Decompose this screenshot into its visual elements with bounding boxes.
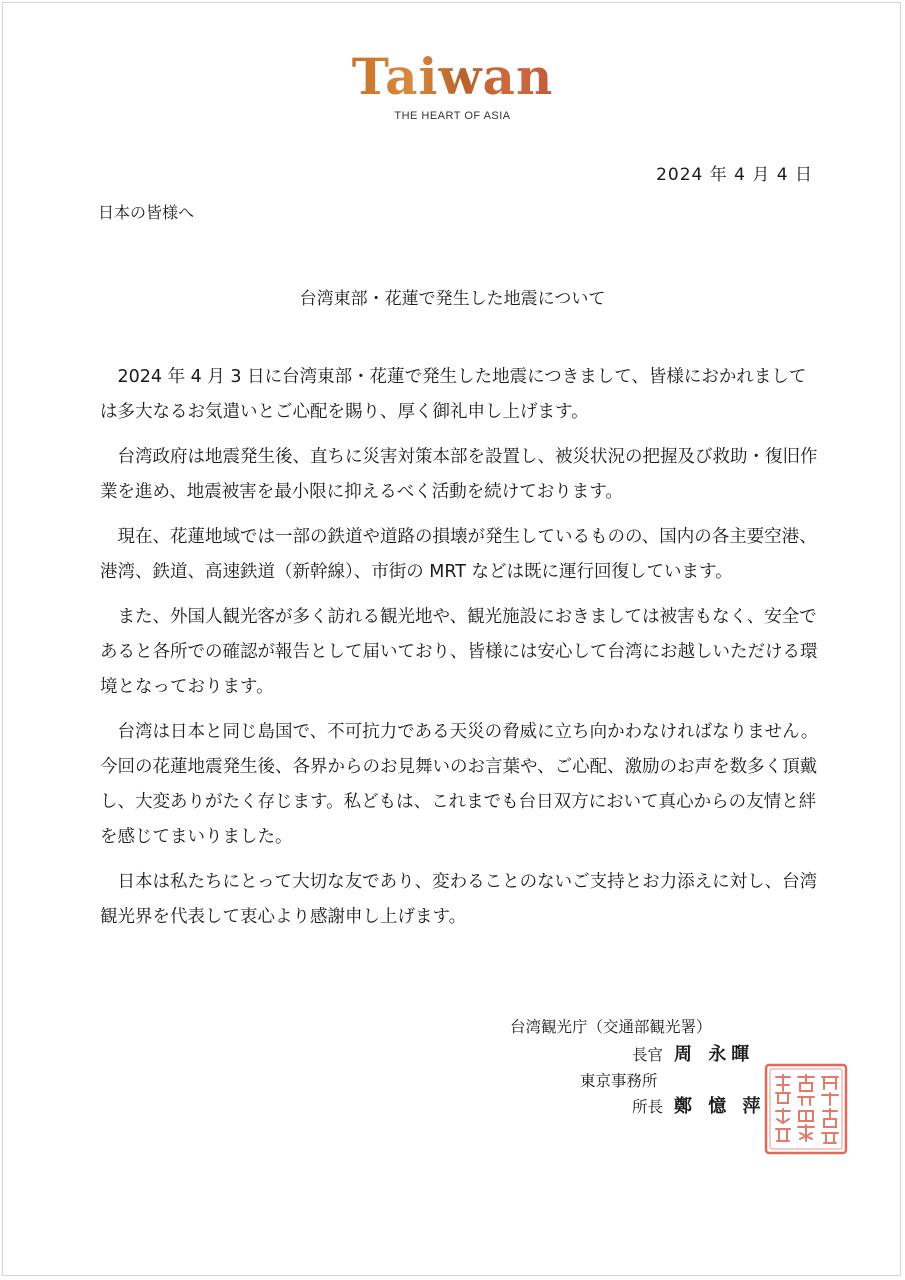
paragraph-6: 日本は私たちにとって大切な友であり、変わることのないご支持とお力添えに対し、台湾観光界を代表して衷心より感謝申し上げます。 <box>100 872 818 927</box>
signature-office: 東京事務所 <box>580 1072 658 1090</box>
official-seal-stamp <box>764 1063 848 1155</box>
addressee: 日本の皆様へ <box>98 203 195 222</box>
paragraph-1: 2024 年 4 月 3 日に台湾東部・花蓮で発生した地震につきまして、皆様におかれましては多大なるお気遣いとご心配を賜り、厚く御礼申し上げます。 <box>100 367 807 422</box>
logo-wordmark: Taiwan <box>351 47 554 106</box>
director-name: 周 永暉 <box>673 1044 755 1065</box>
letter-title: 台湾東部・花蓮で発生した地震について <box>299 289 606 309</box>
chief-title: 所長 <box>632 1098 664 1116</box>
taiwan-logo <box>0 48 905 122</box>
paragraph-3: 現在、花蓮地域では一部の鉄道や道路の損壊が発生しているものの、国内の各主要空港、港湾、鉄道、高速鉄道（新幹線）、市街の MRT などは既に運行回復しています。 <box>100 527 817 582</box>
signature-chief <box>632 1095 766 1119</box>
paragraph-2: 台湾政府は地震発生後、直ちに災害対策本部を設置し、被災状況の把握及び救助・復旧作業を進め、地震被害を最小限に抑えるべく活動を続けております。 <box>100 447 818 502</box>
logo-tagline: THE HEART OF ASIA <box>394 110 511 122</box>
paragraph-4: また、外国人観光客が多く訪れる観光地や、観光施設におきましては被害もなく、安全であると各所での確認が報告として届いており、皆様には安心して台湾にお越しいただける環境となっております。 <box>100 607 818 697</box>
letter-date: 2024 年 4 月 4 日 <box>656 165 813 185</box>
signature-organization: 台湾観光庁（交通部観光署） <box>510 1018 712 1036</box>
letter-body <box>100 360 822 945</box>
chief-name: 鄭 憶 萍 <box>673 1096 766 1117</box>
director-title: 長官 <box>632 1046 664 1064</box>
signature-director <box>632 1043 754 1067</box>
paragraph-5: 台湾は日本と同じ島国で、不可抗力である天災の脅威に立ち向かわなければなりません。 今回の花蓮地震発生後、各界からのお見舞いのお言葉や、ご心配、激励のお声を数多く頂戴し、大変ありがたく存じます。私どもは、これまでも台日双方において真心からの友情と絆を感じてまいりました。 <box>100 722 819 847</box>
